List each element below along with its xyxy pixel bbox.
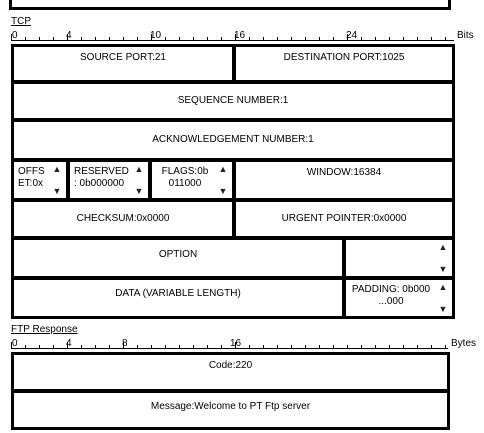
scroll-down-icon[interactable]: ▼: [52, 186, 62, 196]
source-port-value: SOURCE PORT:21: [80, 52, 166, 63]
tcp-ruler-label-0: 0: [12, 30, 18, 41]
scroll-up-icon[interactable]: ▲: [438, 242, 448, 252]
offset-line2: ET:0x: [18, 178, 44, 189]
padding-scrollbar[interactable]: [436, 282, 450, 314]
option-padding-scrollbar[interactable]: [436, 242, 450, 274]
padding-field: [343, 277, 455, 319]
destination-port-value: DESTINATION PORT:1025: [283, 52, 405, 63]
offset-field: [11, 159, 69, 201]
flags-field: [149, 159, 235, 201]
flags-scrollbar[interactable]: [216, 164, 230, 196]
reserved-field: [67, 159, 151, 201]
data-field: [11, 277, 345, 319]
tcp-section-title: TCP: [11, 16, 31, 27]
window-value: WINDOW:16384: [306, 167, 382, 178]
source-port-field: [11, 44, 235, 83]
urgent-pointer-field: [233, 199, 455, 239]
padding-line2: ...000: [378, 296, 404, 307]
ftp-code-field: [11, 352, 450, 392]
checksum-value: CHECKSUM:0x0000: [76, 213, 170, 224]
offset-line1: OFFS: [18, 166, 45, 177]
scroll-up-icon[interactable]: ▲: [438, 282, 448, 292]
offset-text: [18, 166, 48, 190]
tcp-ruler-label-4: 4: [66, 30, 72, 41]
window-field: [233, 159, 455, 201]
flags-line1: FLAGS:0b: [161, 166, 209, 177]
destination-port-field: [233, 44, 455, 83]
reserved-text: [74, 166, 130, 190]
ftp-ruler-label-0: 0: [12, 338, 18, 349]
data-value: DATA (VARIABLE LENGTH): [115, 288, 241, 299]
tcp-ruler-unit: Bits: [457, 30, 474, 41]
tcp-ruler-label-16: 16: [234, 30, 246, 41]
ftp-ruler-label-16: 16: [230, 338, 242, 349]
padding-line1: PADDING: 0b000: [351, 284, 431, 295]
ftp-message-field: [11, 390, 450, 430]
ftp-byte-ruler: [0, 330, 484, 354]
scroll-down-icon[interactable]: ▼: [134, 186, 144, 196]
ack-number-value: ACKNOWLEDGEMENT NUMBER:1: [152, 134, 314, 145]
sequence-number-value: SEQUENCE NUMBER:1: [177, 95, 289, 106]
option-padding-field: [343, 237, 455, 279]
flags-line2: 011000: [168, 178, 202, 189]
tcp-ruler-label-10: 10: [150, 30, 162, 41]
option-value: OPTION: [158, 249, 198, 260]
offset-scrollbar[interactable]: [50, 164, 64, 196]
ftp-ruler-label-4: 4: [66, 338, 72, 349]
ack-number-field: [11, 119, 455, 161]
scroll-down-icon[interactable]: ▼: [218, 186, 228, 196]
ftp-message-value: Message:Welcome to PT Ftp server: [150, 401, 311, 412]
tcp-bit-ruler: [0, 0, 484, 50]
scroll-up-icon[interactable]: ▲: [52, 164, 62, 174]
scroll-down-icon[interactable]: ▼: [438, 304, 448, 314]
ftp-ruler-label-8: 8: [122, 338, 128, 349]
reserved-line2: : 0b000000: [74, 178, 125, 189]
reserved-scrollbar[interactable]: [132, 164, 146, 196]
ftp-code-value: Code:220: [208, 360, 253, 371]
scroll-down-icon[interactable]: ▼: [438, 264, 448, 274]
checksum-field: [11, 199, 235, 239]
reserved-line1: RESERVED: [74, 166, 129, 177]
scroll-up-icon[interactable]: ▲: [134, 164, 144, 174]
ftp-ruler-unit: Bytes: [451, 338, 477, 349]
option-field: [11, 237, 345, 279]
sequence-number-field: [11, 81, 455, 121]
tcp-ruler-label-24: 24: [346, 30, 358, 41]
padding-text: [348, 284, 434, 308]
scroll-up-icon[interactable]: ▲: [218, 164, 228, 174]
flags-text: [156, 166, 214, 190]
ftp-section-title: FTP Response: [11, 324, 78, 335]
urgent-pointer-value: URGENT POINTER:0x0000: [281, 213, 407, 224]
